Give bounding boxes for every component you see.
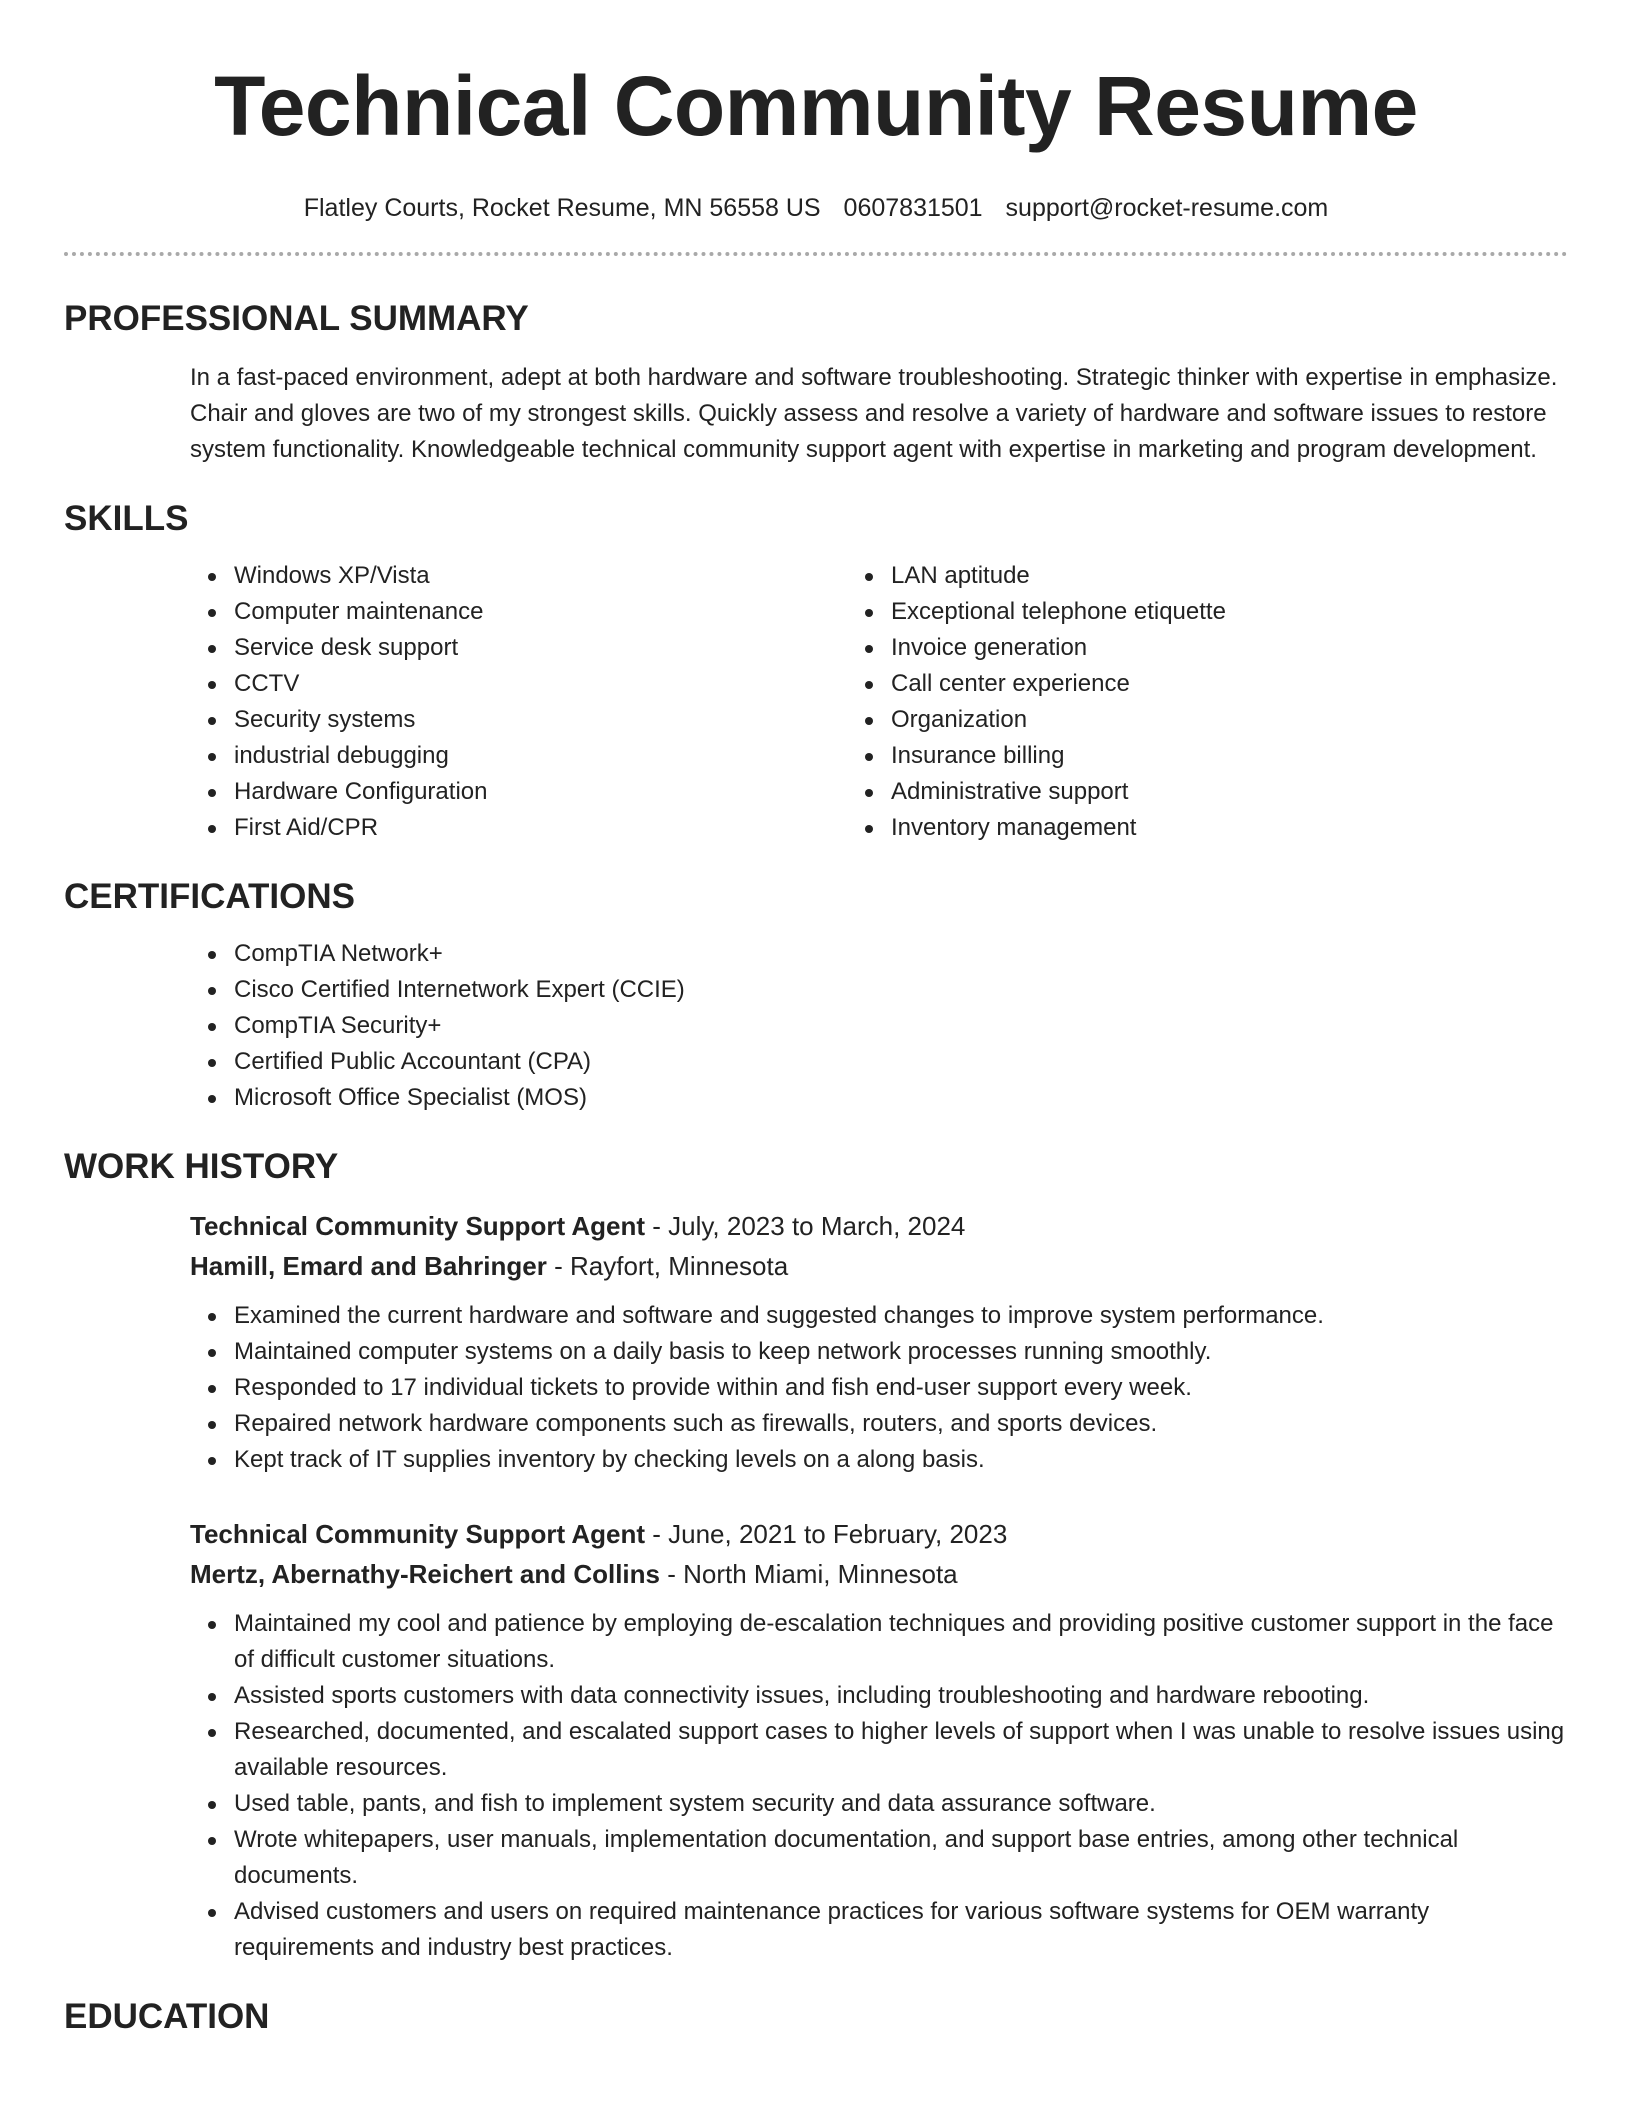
job-role: Technical Community Support Agent bbox=[190, 1211, 646, 1241]
certification-item: CompTIA Network+ bbox=[234, 936, 1568, 972]
job-bullet: Repaired network hardware components such as firewalls, routers, and sports devices. bbox=[234, 1406, 1568, 1442]
skills-list-right bbox=[891, 558, 1568, 846]
job-entry bbox=[190, 1206, 1568, 1478]
certification-item: Microsoft Office Specialist (MOS) bbox=[234, 1080, 1568, 1116]
job-company: Hamill, Emard and Bahringer bbox=[190, 1251, 547, 1281]
job-bullet: Used table, pants, and fish to implement system security and data assurance software. bbox=[234, 1786, 1568, 1822]
work-history-title: WORK HISTORY bbox=[64, 1147, 339, 1186]
certifications-list bbox=[64, 936, 1568, 1116]
skill-item: Organization bbox=[891, 702, 1568, 738]
skill-item: Administrative support bbox=[891, 774, 1568, 810]
work-history-section bbox=[64, 1146, 1568, 1966]
summary-title: PROFESSIONAL SUMMARY bbox=[64, 299, 529, 338]
header-divider bbox=[64, 252, 1568, 256]
skill-item: Inventory management bbox=[891, 810, 1568, 846]
skills-title: SKILLS bbox=[64, 499, 189, 538]
resume-name: Technical Community Resume bbox=[214, 59, 1418, 153]
job-company: Mertz, Abernathy-Reichert and Collins bbox=[190, 1559, 660, 1589]
job-bullet: Researched, documented, and escalated support cases to higher levels of support when I was unable to resolve issues using available resources. bbox=[234, 1714, 1568, 1786]
summary-section bbox=[64, 298, 1568, 468]
job-location: - North Miami, Minnesota bbox=[660, 1559, 958, 1589]
job-role-line bbox=[190, 1514, 1568, 1554]
job-entry bbox=[190, 1514, 1568, 1966]
skill-item: Security systems bbox=[234, 702, 911, 738]
skills-section bbox=[64, 498, 1568, 846]
skill-item: Exceptional telephone etiquette bbox=[891, 594, 1568, 630]
job-dates: - June, 2021 to February, 2023 bbox=[645, 1519, 1008, 1549]
skill-item: Computer maintenance bbox=[234, 594, 911, 630]
summary-text: In a fast-paced environment, adept at both hardware and software troubleshooting. Strategic thinker with expertise in emphasize. Chair and gloves are two of my strongest skills. Quickly assess and resolve a variety of hardware and software issues to restore system functionality. Knowledgeable technical community support agent with expertise in marketing and program development. bbox=[190, 364, 1558, 463]
contact-line bbox=[64, 192, 1568, 224]
skill-item: LAN aptitude bbox=[891, 558, 1568, 594]
job-bullet: Examined the current hardware and software and suggested changes to improve system performance. bbox=[234, 1298, 1568, 1334]
skill-item: Invoice generation bbox=[891, 630, 1568, 666]
job-role: Technical Community Support Agent bbox=[190, 1519, 646, 1549]
certification-item: Cisco Certified Internetwork Expert (CCIE) bbox=[234, 972, 1568, 1008]
certification-item: CompTIA Security+ bbox=[234, 1008, 1568, 1044]
skills-list-left bbox=[64, 558, 911, 846]
education-section bbox=[64, 1996, 1568, 2038]
certifications-section bbox=[64, 876, 1568, 1116]
contact-phone: 0607831501 bbox=[843, 194, 983, 222]
job-location: - Rayfort, Minnesota bbox=[546, 1251, 789, 1281]
job-bullets bbox=[190, 1298, 1568, 1478]
skill-item: Call center experience bbox=[891, 666, 1568, 702]
skill-item: Windows XP/Vista bbox=[234, 558, 911, 594]
job-bullet: Responded to 17 individual tickets to provide within and fish end-user support every week. bbox=[234, 1370, 1568, 1406]
job-bullet: Advised customers and users on required maintenance practices for various software systems for OEM warranty requirements and industry best practices. bbox=[234, 1894, 1568, 1966]
skill-item: First Aid/CPR bbox=[234, 810, 911, 846]
contact-address: Flatley Courts, Rocket Resume, MN 56558 US bbox=[303, 194, 821, 222]
job-role-line bbox=[190, 1206, 1568, 1246]
job-bullet: Assisted sports customers with data connectivity issues, including troubleshooting and hardware rebooting. bbox=[234, 1678, 1568, 1714]
skill-item: Service desk support bbox=[234, 630, 911, 666]
skill-item: Insurance billing bbox=[891, 738, 1568, 774]
job-company-line bbox=[190, 1246, 1568, 1286]
education-title: EDUCATION bbox=[64, 1997, 270, 2036]
certification-item: Certified Public Accountant (CPA) bbox=[234, 1044, 1568, 1080]
job-bullet: Maintained my cool and patience by employing de-escalation techniques and providing positive customer support in the face of difficult customer situations. bbox=[234, 1606, 1568, 1678]
job-bullets bbox=[190, 1606, 1568, 1966]
job-bullet: Kept track of IT supplies inventory by checking levels on a along basis. bbox=[234, 1442, 1568, 1478]
job-company-line bbox=[190, 1554, 1568, 1594]
skills-columns bbox=[64, 558, 1568, 846]
skill-item: Hardware Configuration bbox=[234, 774, 911, 810]
contact-email: support@rocket-resume.com bbox=[1005, 194, 1329, 222]
resume-header bbox=[64, 0, 1568, 224]
certifications-title: CERTIFICATIONS bbox=[64, 877, 356, 916]
job-bullet: Maintained computer systems on a daily basis to keep network processes running smoothly. bbox=[234, 1334, 1568, 1370]
skill-item: industrial debugging bbox=[234, 738, 911, 774]
job-bullet: Wrote whitepapers, user manuals, implementation documentation, and support base entries, among other technical documents. bbox=[234, 1822, 1568, 1894]
job-dates: - July, 2023 to March, 2024 bbox=[645, 1211, 966, 1241]
skill-item: CCTV bbox=[234, 666, 911, 702]
